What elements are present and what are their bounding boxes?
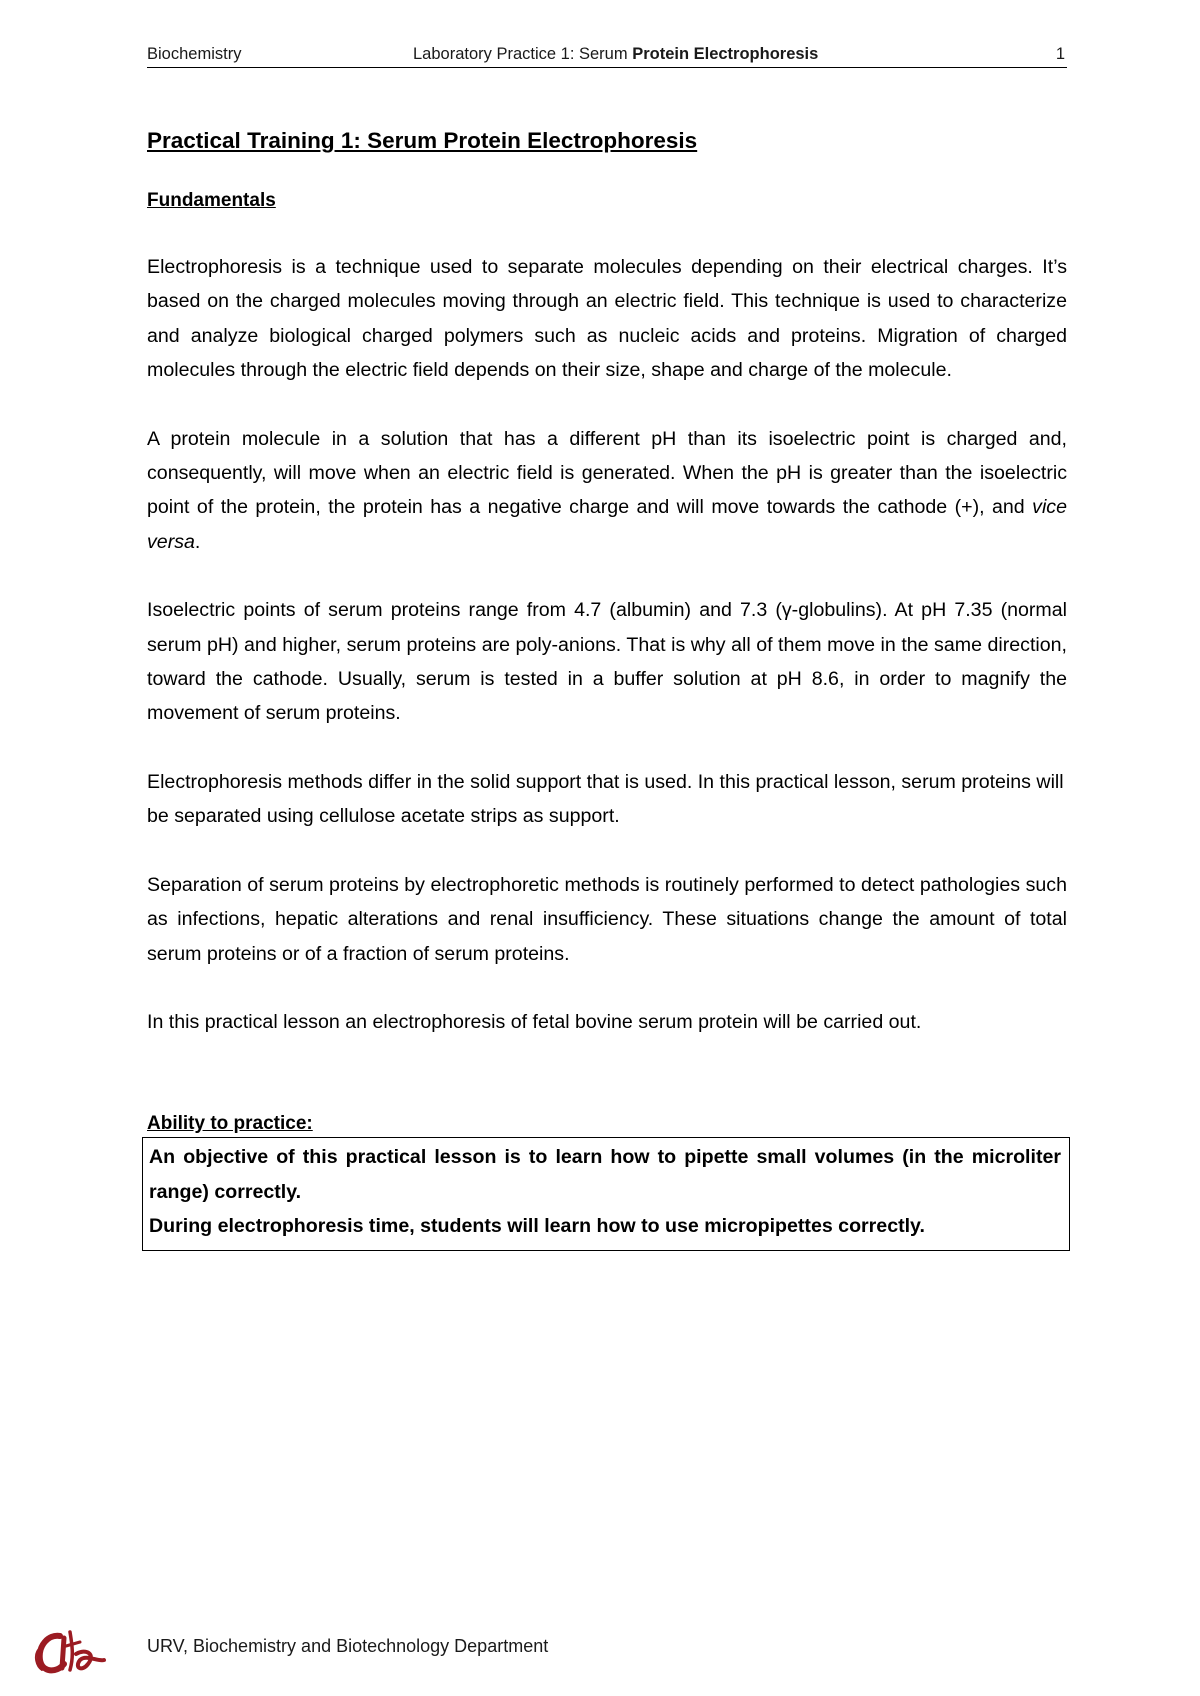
- footer-department: URV, Biochemistry and Biotechnology Department: [147, 1636, 549, 1656]
- vice-versa-italic: vice versa: [147, 496, 1067, 553]
- header-page-number: 1: [1055, 45, 1065, 63]
- fundamentals-heading: Fundamentals: [147, 190, 276, 211]
- paragraph-fetal-bovine: In this practical lesson an electrophoresis of fetal bovine serum protein will be carried out.: [147, 1010, 922, 1033]
- header-title-prefix: Laboratory Practice 1: Serum: [413, 45, 633, 63]
- paragraph-electrophoresis-definition: Electrophoresis is a technique used to separate molecules depending on their electrical charges. It’s based on the charged molecules moving through an electric field. This technique is used to characterize and analyze biological charged polymers such as nucleic acids and proteins. Migration of charged molecules through the electric field depends on their size, shape and charge of the molecule.: [147, 256, 1067, 382]
- document-body: [147, 126, 1067, 1251]
- page-header: [147, 43, 1067, 68]
- paragraph-isoelectric-points: Isoelectric points of serum proteins range from 4.7 (albumin) and 7.3 (γ-globulins). At pH 7.35 (normal serum pH) and higher, serum proteins are poly-anions. That is why all of them move in the same direction, toward the cathode. Usually, serum is tested in a buffer solution at pH 8.6, in order to magnify the movement of serum proteins.: [147, 599, 1067, 725]
- paragraph-pathologies: Separation of serum proteins by electrophoretic methods is routinely performed to detect pathologies such as infections, hepatic alterations and renal insufficiency. These situations change the amount of total serum proteins or of a fraction of serum proteins.: [147, 873, 1067, 965]
- ability-objective: An objective of this practical lesson is to learn how to pipette small volumes (in the microliter range) correctly.: [149, 1146, 1061, 1203]
- document-title: Practical Training 1: Serum Protein Electrophoresis: [147, 128, 698, 153]
- header-subject: Biochemistry: [147, 45, 242, 63]
- ability-heading: Ability to practice:: [147, 1113, 313, 1135]
- paragraph-protein-charge: [147, 422, 1067, 560]
- header-title: [413, 45, 818, 64]
- paragraph-protein-charge-text: A protein molecule in a solution that has a different pH than its isoelectric point is charged and, consequently, will move when an electric field is generated. When the pH is greater than the isoelectric point of the protein, the protein has a negative charge and will move towards the cathode (+), and: [147, 427, 1067, 519]
- ability-micropipettes: During electrophoresis time, students will learn how to use micropipettes correctly.: [149, 1215, 925, 1238]
- paragraph-protein-charge-end: .: [194, 530, 201, 553]
- urv-logo-icon: [30, 1620, 110, 1680]
- ability-box: [142, 1137, 1070, 1250]
- header-title-bold: Protein Electrophoresis: [632, 45, 819, 63]
- paragraph-solid-support: Electrophoresis methods differ in the solid support that is used. In this practical lesson, serum proteins will be separated using cellulose acetate strips as support.: [147, 770, 1064, 828]
